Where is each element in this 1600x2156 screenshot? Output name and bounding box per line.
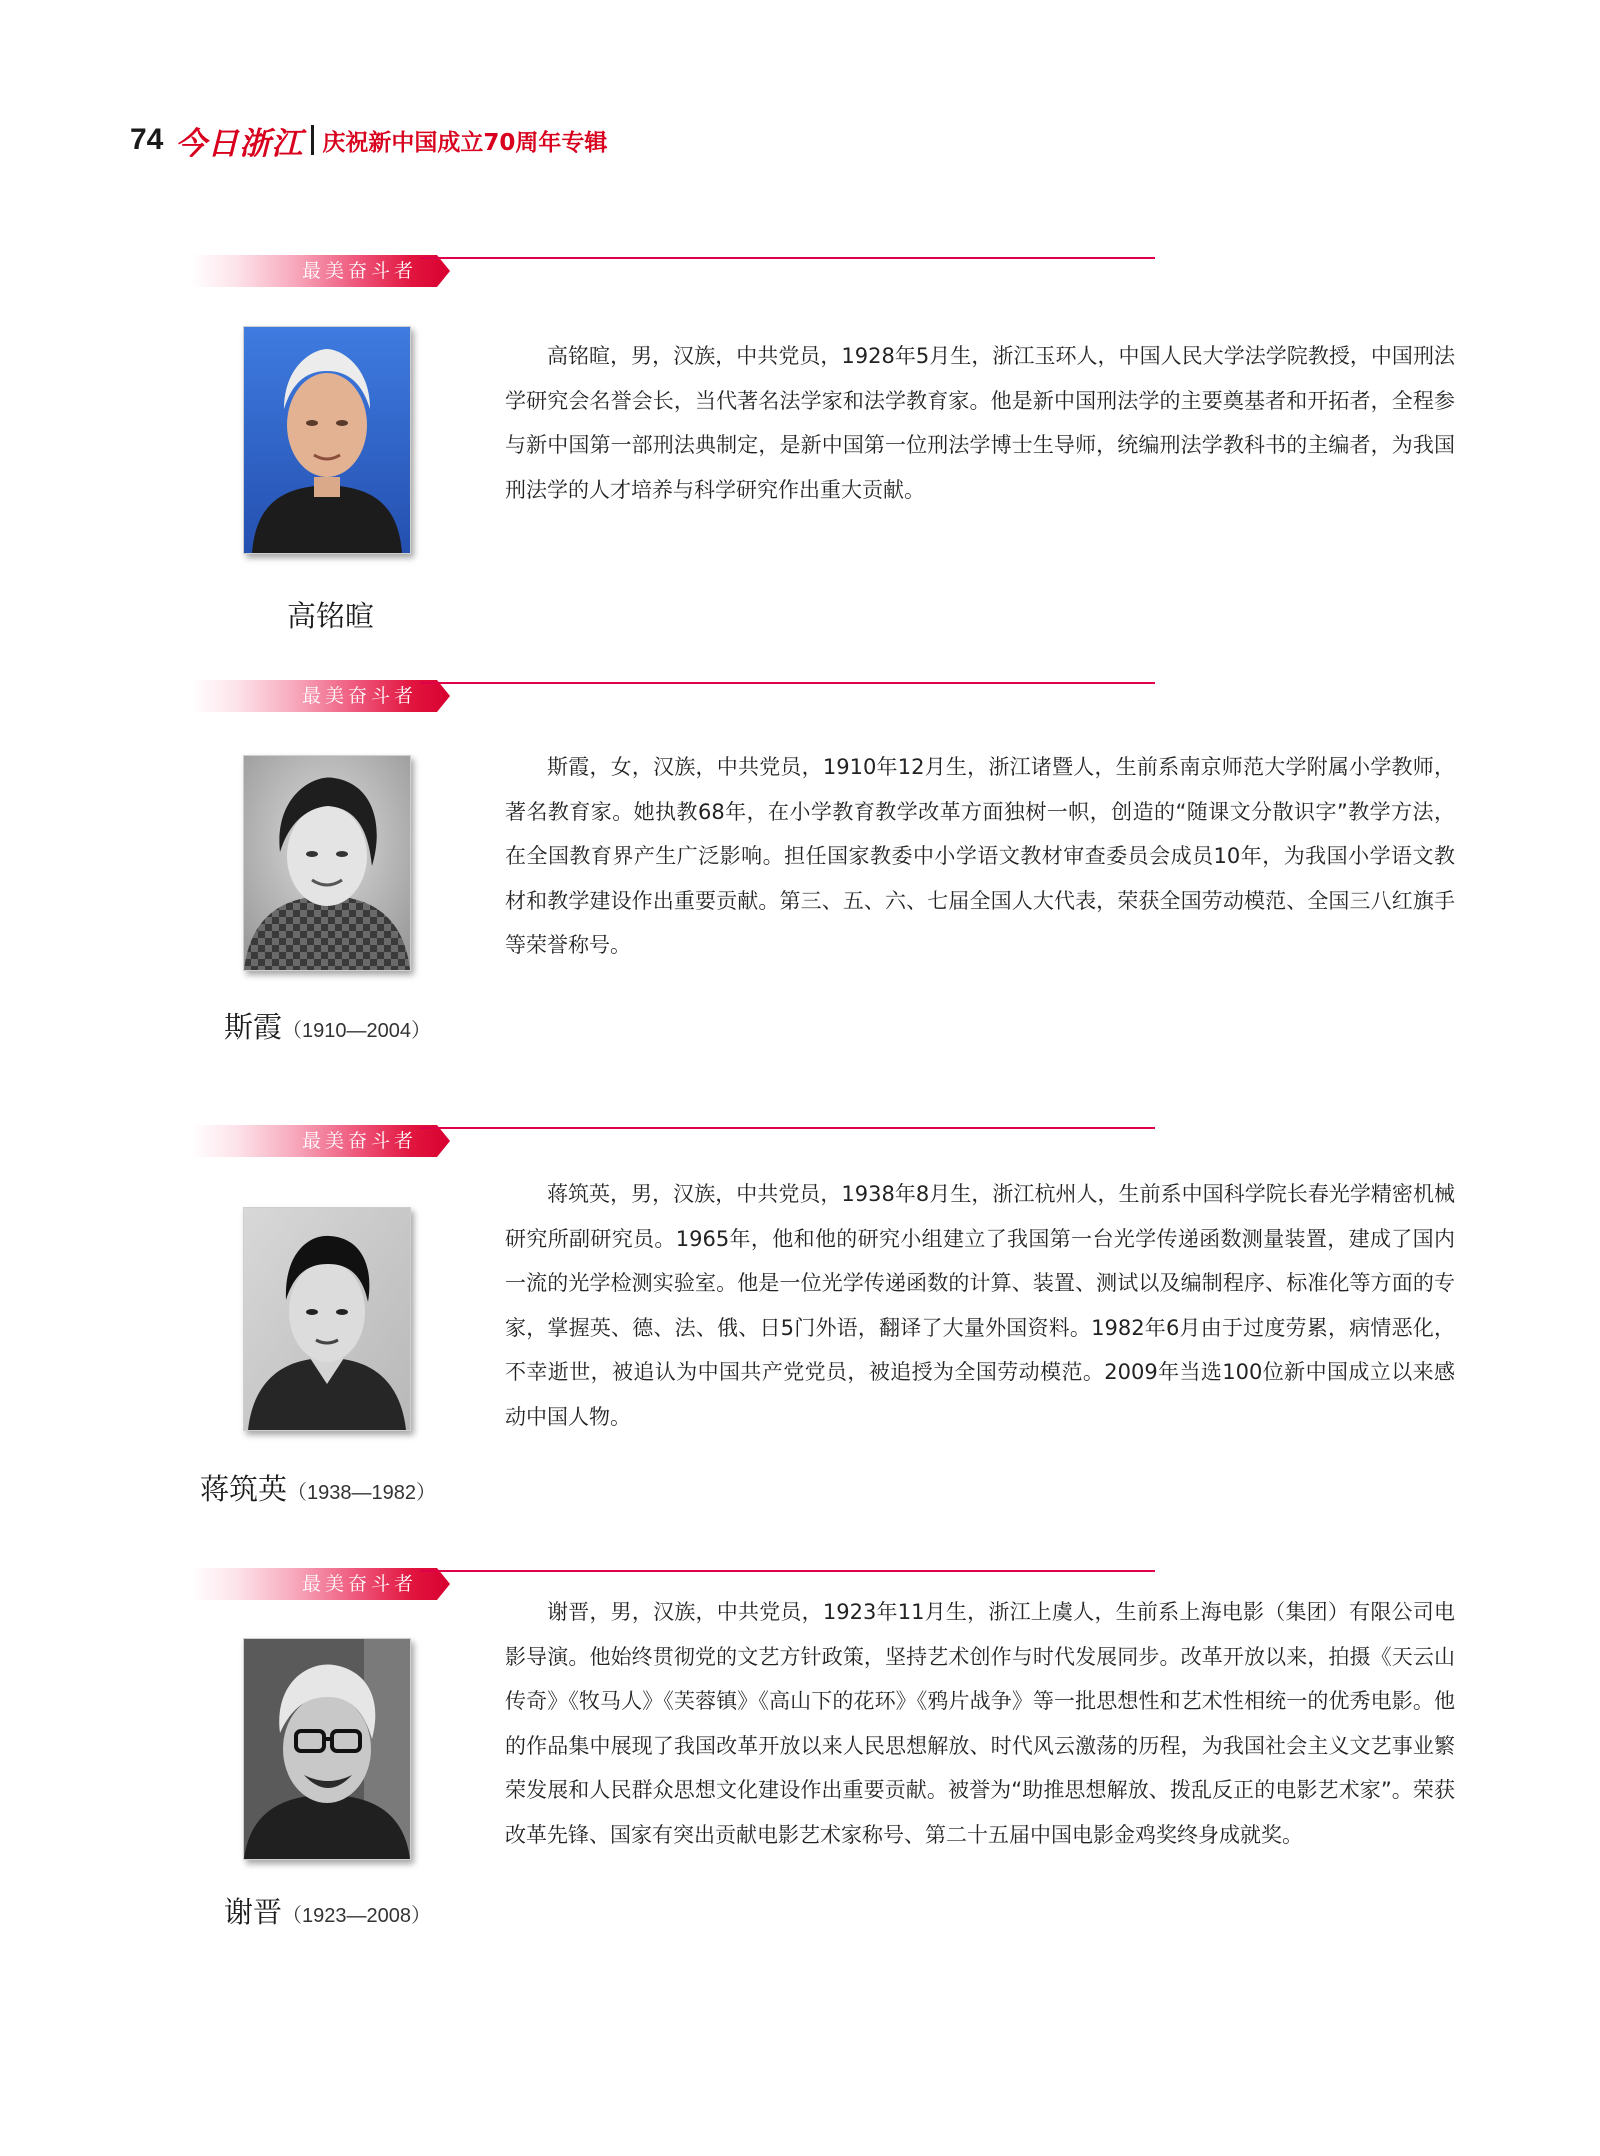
portrait-photo xyxy=(243,755,411,971)
section-bar xyxy=(190,680,1155,712)
person-bio: 斯霞，女，汉族，中共党员，1910年12月生，浙江诸暨人，生前系南京师范大学附属小学教师，著名教育家。她执教68年，在小学教育教学改革方面独树一帜，创造的“随课文分散识字”教学方法，在全国教育界产生广泛影响。担任国家教委中小学语文教材审查委员会成员10年，为我国小学语文教材和教学建设作出重要贡献。第三、五、六、七届全国人大代表，荣获全国劳动模范、全国三八红旗手等荣誉称号。 xyxy=(505,755,1455,957)
page-header xyxy=(130,118,607,162)
section-bar xyxy=(190,1125,1155,1157)
person-bio: 高铭暄，男，汉族，中共党员，1928年5月生，浙江玉环人，中国人民大学法学院教授，中国刑法学研究会名誉会长，当代著名法学家和法学教育家。他是新中国刑法学的主要奠基者和开拓者，全程参与新中国第一部刑法典制定，是新中国第一位刑法学博士生导师，统编刑法学教科书的主编者，为我国刑法学的人才培养与科学研究作出重大贡献。 xyxy=(505,344,1455,502)
person-name-text: 高铭暄 xyxy=(287,599,375,633)
page-number: 74 xyxy=(130,123,164,156)
section-label: 最美奋斗者 xyxy=(302,260,418,282)
person-name xyxy=(224,1005,431,1046)
portrait-photo xyxy=(243,1207,411,1431)
person-bio: 蒋筑英，男，汉族，中共党员，1938年8月生，浙江杭州人，生前系中国科学院长春光学精密机械研究所副研究员。1965年，他和他的研究小组建立了我国第一台光学传递函数测量装置，建成了国内一流的光学检测实验室。他是一位光学传递函数的计算、装置、测试以及编制程序、标准化等方面的专家，掌握英、德、法、俄、日5门外语，翻译了大量外国资料。1982年6月由于过度劳累，病情恶化，不幸逝世，被追认为中国共产党党员，被追授为全国劳动模范。2009年当选100位新中国成立以来感动中国人物。 xyxy=(505,1182,1455,1429)
person-name xyxy=(287,594,374,635)
person-bio: 谢晋，男，汉族，中共党员，1923年11月生，浙江上虞人，生前系上海电影（集团）有限公司电影导演。他始终贯彻党的文艺方针政策，坚持艺术创作与时代发展同步。改革开放以来，拍摄《天云山传奇》《牧马人》《芙蓉镇》《高山下的花环》《鸦片战争》等一批思想性和艺术性相统一的优秀电影。他的作品集中展现了我国改革开放以来人民思想解放、时代风云激荡的历程，为我国社会主义文艺事业繁荣发展和人民群众思想文化建设作出重要贡献。被誉为“助推思想解放、拨乱反正的电影艺术家”。荣获改革先锋、国家有突出贡献电影艺术家称号、第二十五届中国电影金鸡奖终身成就奖。 xyxy=(505,1600,1455,1847)
person-name-text: 谢晋 xyxy=(224,1895,283,1929)
section-label: 最美奋斗者 xyxy=(302,1130,418,1152)
person-name-text: 蒋筑英 xyxy=(200,1472,288,1506)
person-name xyxy=(224,1890,431,1931)
person-name xyxy=(200,1467,436,1508)
portrait-image xyxy=(244,1208,410,1430)
section-label: 最美奋斗者 xyxy=(302,685,418,707)
header-divider xyxy=(311,125,314,155)
portrait-image xyxy=(244,1639,410,1859)
section-bar xyxy=(190,255,1155,287)
header-subtitle: 庆祝新中国成立70周年专辑 xyxy=(322,129,608,156)
portrait-image xyxy=(244,756,410,970)
person-years: （1938—1982） xyxy=(287,1482,436,1504)
portrait-image xyxy=(244,327,410,553)
person-name-text: 斯霞 xyxy=(224,1010,283,1044)
masthead-logo: 今日浙江 xyxy=(175,125,304,162)
person-years: （1910—2004） xyxy=(282,1020,431,1042)
portrait-photo xyxy=(243,326,411,554)
portrait-photo xyxy=(243,1638,411,1860)
person-years: （1923—2008） xyxy=(282,1905,431,1927)
section-label: 最美奋斗者 xyxy=(302,1573,418,1595)
